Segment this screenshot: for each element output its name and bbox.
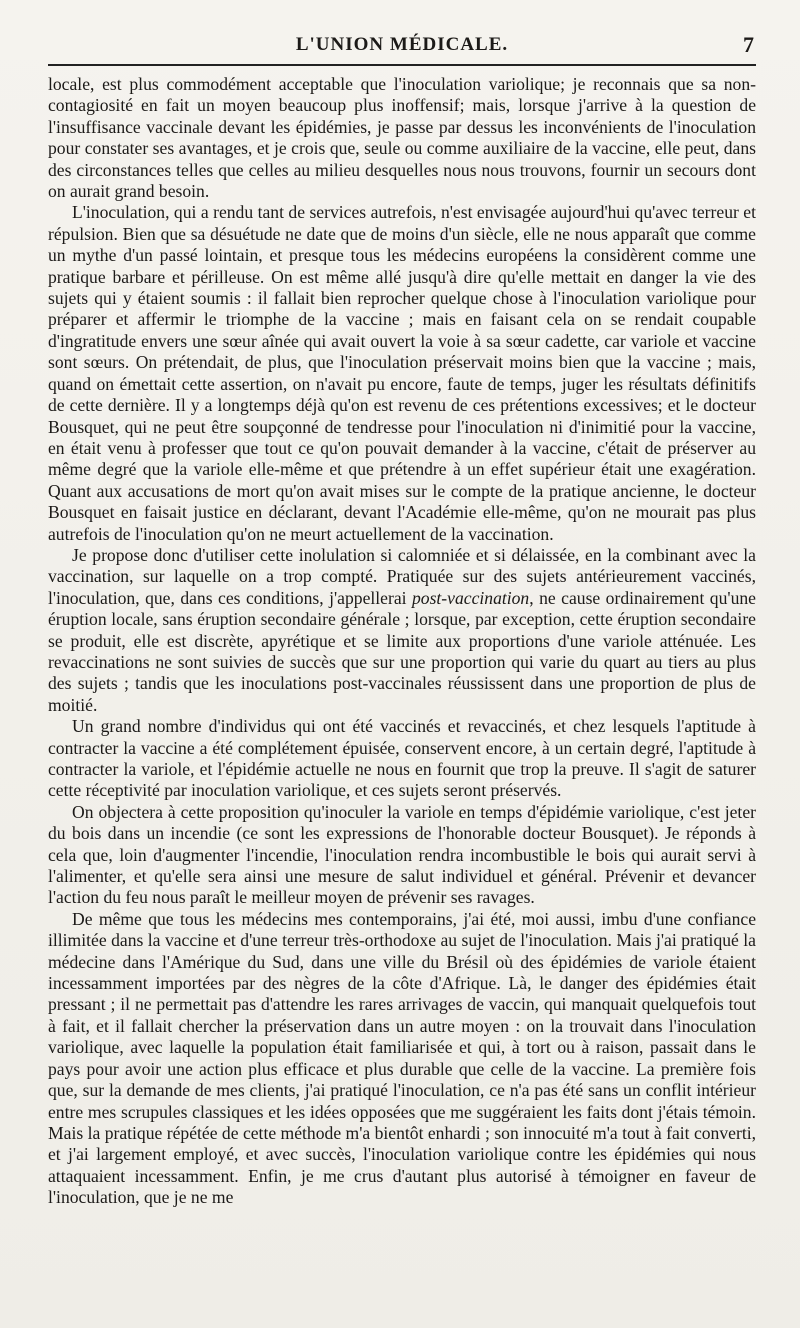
paragraph-text: On objectera à cette proposition qu'inoculer la variole en temps d'épidémie variolique, c'est jeter du bois dans un incendie (ce sont les expressions de l'honorable docteur Bousquet). Je réponds à cela que, loin d'augmenter l'incendie, l'inoculation rendra incombustible le bois qui aurait servi à l'alimenter, et qu'elle sera ainsi une mesure de salut individuel et général. Prévenir et devancer l'action du feu nous paraît le meilleur moyen de prévenir ses ravages. — [48, 801, 756, 908]
paragraph-text: Je propose donc d'utiliser cette inolulation si calomniée et si délaissée, en la combinant avec la vaccination, sur laquelle on a trop compté. Pratiquée sur des sujets antérieurement vaccinés, l'inoculation, que, dans ces conditions, j'appellerai — [48, 544, 756, 608]
running-title: L'UNION MÉDICALE. — [295, 34, 509, 55]
paragraph-text: L'inoculation, qui a rendu tant de services autrefois, n'est envisagée aujourd'hui qu'avec terreur et répulsion. Bien que sa désuétude ne date que de moins d'un siècle, elle ne nous apparaît que comme un mythe d'un passé lointain, et presque tous les médecins européens la considèrent comme une pratique barbare et périlleuse. On est même allé jusqu'à dire qu'elle mettait en danger la vie des sujets qui y étaient soumis : il fallait bien reprocher quelque chose à l'inoculation variolique pour préparer et affermir le triomphe de la vaccine ; mais en faisant cela on se rendait coupable d'ingratitude envers une sœur aînée qui avait ouvert la voie à sa sœur cadette, car variole et vaccine sont sœurs. On prétendait, de plus, que l'inoculation préservait moins bien que la vaccine ; mais, quand on émettait cette assertion, on n'avait pu encore, faute de temps, juger les résultats définitifs de cette dernière. Il y a longtemps déjà qu'on est revenu de ces prétentions excessives; et le docteur Bousquet, qui ne peut être soupçonné de tendresse pour l'inoculation ni d'inimitié pour la vaccine, en était venu à professer que tout ce qu'on pouvait demander à la vaccine, c'était de préserver au même degré que la variole elle-même et que prétendre à un effet supérieur était une exagération. Quant aux accusations de mort qu'on avait mises sur le compte de la pratique ancienne, le docteur Bousquet en faisait justice en déclarant, devant l'Académie elle-même, qu'on ne mourait pas plus autrefois de l'inoculation qu'on ne meurt actuellement de la vaccination. — [48, 202, 756, 544]
paragraph-text: De même que tous les médecins mes contemporains, j'ai été, moi aussi, imbu d'une confiance illimitée dans la vaccine et d'une terreur très-orthodoxe au sujet de l'inoculation. Mais j'ai pratiqué la médecine dans l'Amérique du Sud, dans une ville du Brésil où des épidémies de variole étaient incessamment importées par des nègres de la côte d'Afrique. Là, le danger des épidémies était pressant ; il ne permettait pas d'attendre les rares arrivages de vaccin, qui manquait quelquefois tout à fait, et il fallait chercher la préservation dans un autre moyen : on la trouvait dans l'inoculation variolique, avec laquelle la population était familiarisée et qui, à tort ou à raison, passait dans le pays pour avoir une action plus efficace et plus durable que celle de la vaccine. La première fois que, sur la demande de mes clients, j'ai pratiqué l'inoculation, ce n'a pas été sans un conflit intérieur entre mes scrupules classiques et les idées opposées que me suggéraient les faits dont j'étais témoin. Mais la pratique répétée de cette méthode m'a bientôt enhardi ; son innocuité m'a tout à fait converti, et j'ai largement employé, et avec succès, l'inoculation variolique contre les épidémies qui nous attaquaient incessamment. Enfin, je me crus d'autant plus autorisé à témoigner en faveur de l'inoculation, que je ne me — [48, 908, 756, 1208]
paragraph-6 — [48, 909, 756, 1209]
page-number: 7 — [743, 32, 754, 57]
paragraph-3 — [48, 545, 756, 716]
paragraph-text: , ne cause ordinairement qu'une éruption locale, sans éruption secondaire générale ; lorsque, par exception, cette éruption secondaire se produit, elle est discrète, apyrétique et se limite aux proportions d'une variole atténuée. Les revaccinations ne sont suivies de succès que sur une proportion qui varie du quart au tiers au plus des sujets ; tandis que les inoculations post-vaccinales réussissent dans une proportion de plus de moitié. — [48, 587, 756, 715]
paragraph-5 — [48, 802, 756, 909]
paragraph-1 — [48, 74, 756, 202]
italic-term: post-vaccination — [411, 587, 530, 608]
paragraph-text: locale, est plus commodément acceptable que l'inoculation variolique; je reconnais que sa non-contagiosité en fait un moyen beaucoup plus inoffensif; mais, lorsque j'arrive à la question de l'insuffisance vaccinale devant les épidémies, je passe par dessus les inconvénients de l'inoculation pour constater ses avantages, et je crois que, seule ou comme auxiliaire de la vaccine, elle peut, dans des circonstances telles que celles au milieu desquelles nous nous trouvons, fournir un secours dont on aurait grand besoin. — [48, 74, 756, 202]
paragraph-2 — [48, 202, 756, 545]
body-text — [48, 74, 756, 1209]
paragraph-4 — [48, 716, 756, 802]
paragraph-text: Un grand nombre d'individus qui ont été vaccinés et revaccinés, et chez lesquels l'aptitude à contracter la vaccine a été complétement épuisée, conservent encore, à un certain degré, l'aptitude à contracter la variole, et l'épidémie actuelle ne nous en fournit que trop la preuve. Il s'agit de saturer cette réceptivité par inoculation variolique, et ces sujets seront préservés. — [48, 716, 756, 801]
page-header — [48, 34, 756, 66]
